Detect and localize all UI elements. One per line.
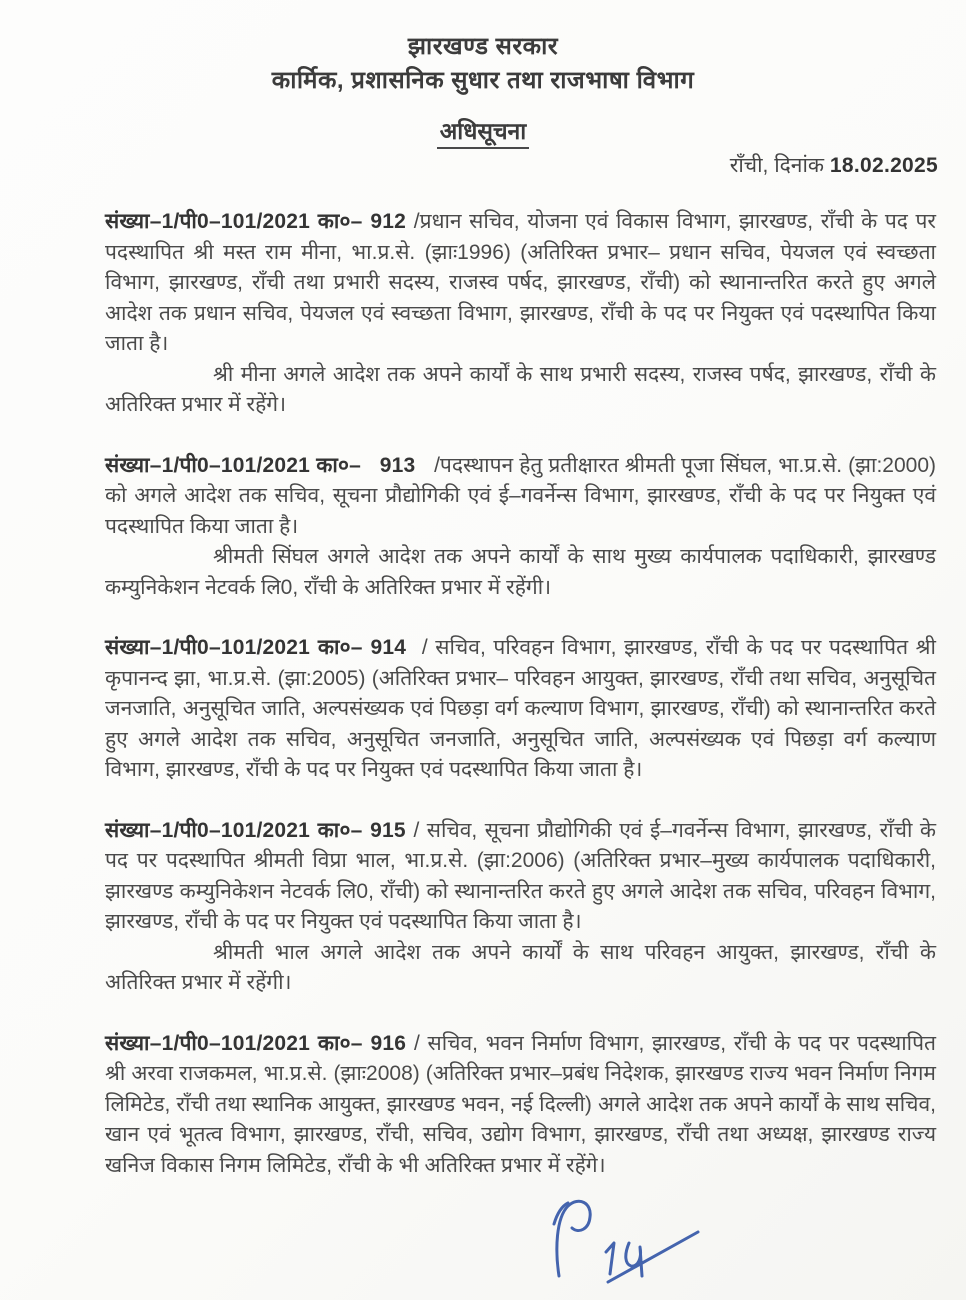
order-912 (105, 207, 936, 421)
order-continuation: श्रीमती सिंघल अगले आदेश तक अपने कार्यों के साथ मुख्य कार्यपालक पदाधिकारी, झारखण्ड कम्युनिकेशन नेटवर्क लि0, राँची के अतिरिक्त प्रभार में रहेंगी। (105, 545, 936, 599)
order-continuation: श्रीमती भाल अगले आदेश तक अपने कार्यों के साथ परिवहन आयुक्त, झारखण्ड, राँची के अतिरिक्त प्रभार में रहेंगी। (105, 940, 936, 994)
order-paragraph (105, 1029, 936, 1182)
order-ref: संख्या–1/पी0–101/2021 का०– 912 (105, 210, 414, 233)
order-ref: संख्या–1/पी0–101/2021 का०– 913 (105, 453, 435, 477)
notification-title-row (0, 116, 966, 149)
place-date-label: राँची, दिनांक (729, 154, 825, 177)
order-body: / सचिव, सूचना प्रौद्योगिकी एवं ई–गवर्नेन्स विभाग, झारखण्ड, राँची के पद पर पदस्थापित श्रीमती विप्रा भाल, भा.प्र.से. (झा:2006) (अतिरिक्त प्रभार–मुख्य कार्यपालक पदाधिकारी, झारखण्ड कम्युनिकेशन नेटवर्क लि0, राँची) को स्थानान्तरित करते हुए अगले आदेश तक सचिव, परिवहन विभाग, झारखण्ड, राँची के पद पर नियुक्त एवं पदस्थापित किया जाता है। (105, 818, 936, 933)
notification-title: अधिसूचना (437, 116, 530, 149)
place-date (0, 151, 966, 181)
order-916 (105, 1029, 936, 1182)
order-915 (105, 816, 936, 999)
notification-body (105, 207, 936, 1181)
order-paragraph (105, 207, 936, 360)
order-body: / सचिव, भवन निर्माण विभाग, झारखण्ड, राँची के पद पर पदस्थापित श्री अरवा राजकमल, भा.प्र.से. (झाः2008) (अतिरिक्त प्रभार–प्रबंध निदेशक, झारखण्ड राज्य भवन निर्माण निगम लिमिटेड, राँची तथा स्थानिक आयुक्त, झारखण्ड भवन, नई दिल्ली) अगले आदेश तक अपने कार्यों के साथ सचिव, खान एवं भूतत्व विभाग, झारखण्ड, राँची, सचिव, उद्योग विभाग, झारखण्ड, राँची तथा अध्यक्ष, झारखण्ड राज्य खनिज विकास निगम लिमिटेड, राँची के भी अतिरिक्त प्रभार में रहेंगे। (105, 1031, 936, 1177)
order-914 (105, 633, 936, 786)
order-continuation: श्री मीना अगले आदेश तक अपने कार्यों के साथ प्रभारी सदस्य, राजस्व पर्षद, झारखण्ड, राँची के अतिरिक्त प्रभार में रहेंगे। (105, 362, 936, 416)
order-body: /पदस्थापन हेतु प्रतीक्षारत श्रीमती पूजा सिंघल, भा.प्र.से. (झा:2000) को अगले आदेश तक सचिव, सूचना प्रौद्योगिकी एवं ई–गवर्नेन्स विभाग, झारखण्ड, राँची के पद पर नियुक्त एवं पदस्थापित किया जाता है। (105, 453, 936, 538)
signature-ink-icon (548, 1192, 738, 1287)
order-body: /प्रधान सचिव, योजना एवं विकास विभाग, झारखण्ड, राँची के पद पर पदस्थापित श्री मस्त राम मीना, भा.प्र.से. (झाः1996) (अतिरिक्त प्रभार– प्रधान सचिव, पेयजल एवं स्वच्छता विभाग, झारखण्ड, राँची तथा प्रभारी सदस्य, राजस्व पर्षद, झारखण्ड, राँची) को स्थानान्तरित करते हुए अगले आदेश तक प्रधान सचिव, पेयजल एवं स्वच्छता विभाग, झारखण्ड, राँची के पद पर नियुक्त एवं पदस्थापित किया जाता है। (105, 210, 936, 355)
order-paragraph (105, 451, 936, 543)
order-paragraph (105, 816, 936, 938)
order-ref: संख्या–1/पी0–101/2021 का०– 916 (105, 1031, 415, 1055)
order-paragraph (105, 633, 936, 786)
order-913 (105, 451, 936, 604)
handwritten-signature (548, 1192, 738, 1287)
order-body: / सचिव, परिवहन विभाग, झारखण्ड, राँची के पद पर पदस्थापित श्री कृपानन्द झा, भा.प्र.से. (झा:2005) (अतिरिक्त प्रभार– परिवहन आयुक्त, झारखण्ड, राँची तथा सचिव, अनुसूचित जनजाति, अनुसूचित जाति, अल्पसंख्यक एवं पिछड़ा वर्ग कल्याण विभाग, झारखण्ड, राँची) को स्थानान्तरित करते हुए अगले आदेश तक सचिव, अनुसूचित जनजाति, अनुसूचित जाति, अल्पसंख्यक एवं पिछड़ा वर्ग कल्याण विभाग, झारखण्ड, राँची के पद पर नियुक्त एवं पदस्थापित किया जाता है। (105, 636, 936, 781)
department-name: कार्मिक, प्रशासनिक सुधार तथा राजभाषा विभाग (271, 67, 695, 94)
order-ref: संख्या–1/पी0–101/2021 का०– 915 (105, 818, 414, 842)
government-name: झारखण्ड सरकार (407, 33, 559, 60)
order-ref: संख्या–1/पी0–101/2021 का०– 914 (105, 636, 422, 659)
notification-date: 18.02.2025 (829, 154, 938, 177)
